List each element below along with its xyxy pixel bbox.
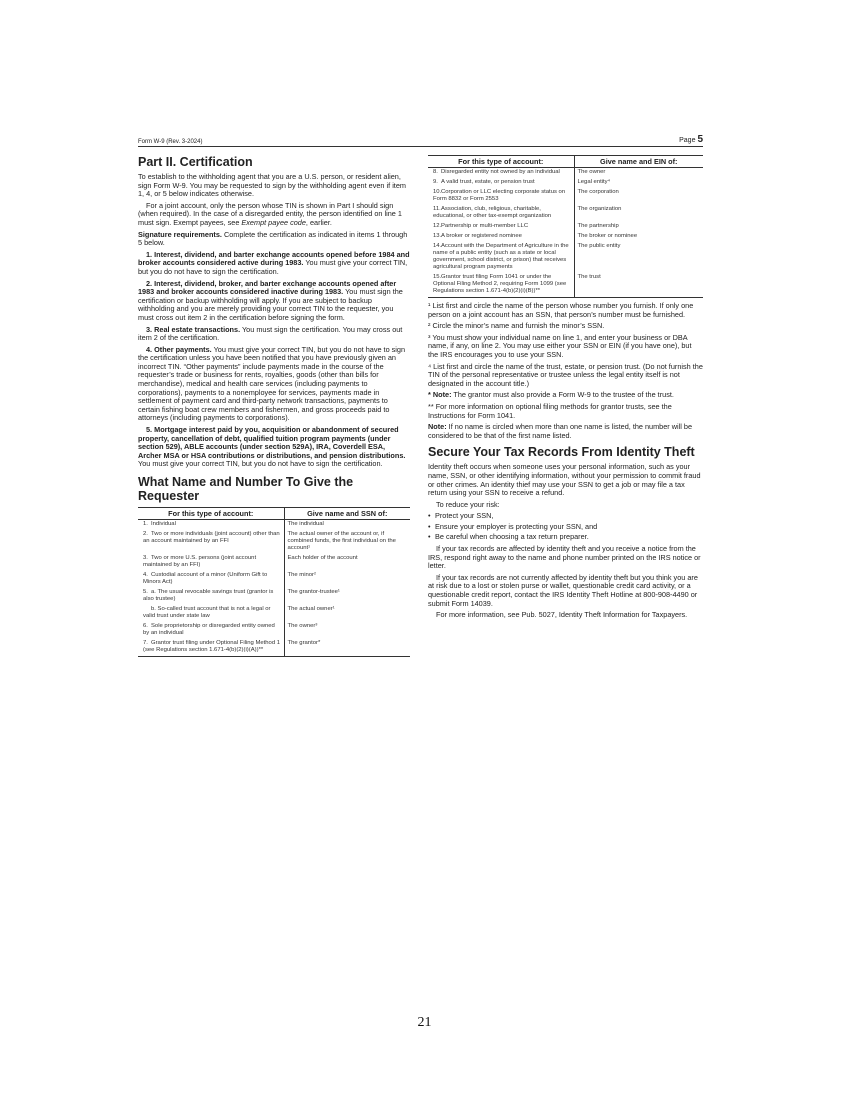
row-number: 8. (433, 169, 438, 175)
identity-theft-title: Secure Your Tax Records From Identity Theft (428, 445, 695, 460)
ein-col-give: Give name and EIN of: (574, 156, 703, 168)
account-type-text: Grantor trust filing under Optional Filing Method 1 (see Regulations section 1.671-4(b)(2)(i)(A))** (143, 640, 281, 653)
footnote-1: ¹ List first and circle the name of the person whose number you furnish. If only one person on a joint account has an SSN, that person’s number must be furnished. (428, 301, 694, 319)
item-3-heading: 3. Real estate transactions. (146, 324, 241, 334)
account-type-cell (428, 188, 574, 205)
table-row (138, 622, 410, 639)
table-row (428, 178, 703, 188)
page-indicator (679, 134, 703, 145)
give-name-cell: The broker or nominee (577, 233, 638, 239)
give-name-cell: The individual (287, 521, 324, 527)
row-number: 1. (143, 521, 148, 527)
account-type-text: Account with the Department of Agriculture in the name of a public entity (such as a state or local government, school district, or prison) that receives agricultural program payments (433, 243, 569, 270)
row-number: 10. (433, 189, 442, 195)
part2-title: Part II. Certification (138, 155, 253, 169)
item-1-heading: 1. Interest, dividend, and barter exchange accounts opened before 1984 and broker accounts considered active during 1983. (138, 249, 410, 268)
account-type-cell (138, 571, 284, 588)
give-name-cell: The actual owner of the account or, if combined funds, the first individual on the account¹ (287, 531, 396, 551)
item-2 (138, 280, 410, 323)
item-4 (138, 346, 410, 423)
table-row (428, 205, 703, 222)
account-type-cell (138, 554, 284, 571)
item-1-text: You must give your correct TIN, but you do not have to sign the certification. (138, 258, 408, 276)
account-type-text: Individual (151, 521, 176, 527)
table-row (428, 232, 703, 242)
right-column (428, 155, 703, 623)
account-type-text: Association, club, religious, charitable, educational, or other tax-exempt organization (433, 206, 552, 219)
row-number: 14. (433, 243, 442, 249)
give-name-cell: The minor² (287, 572, 316, 578)
risk-list (428, 512, 703, 542)
identity-p5: For more information, see Pub. 5027, Identity Theft Information for Taxpayers. (436, 610, 688, 620)
item-2-heading: 2. Interest, dividend, broker, and barter exchange accounts opened after 1983 and broker accounts considered inactive during 1983. (138, 278, 397, 297)
table-row (138, 530, 410, 554)
ssn-col-give: Give name and SSN of: (284, 508, 410, 520)
row-number: 15. (433, 274, 442, 280)
account-type-cell (428, 232, 574, 242)
page-label: Page (679, 137, 696, 144)
note-paragraph (428, 423, 703, 440)
table-row (138, 605, 410, 622)
account-type-text: Sole proprietorship or disregarded entity owned by an individual (143, 623, 275, 636)
give-name-cell: The corporation (577, 189, 619, 195)
footnote-double-star: ** For more information on optional filing methods for grantor trusts, see the Instructions for Form 1041. (428, 401, 672, 420)
note-text: If no name is circled when more than one name is listed, the number will be considered to be that of the first name listed. (428, 422, 693, 440)
row-number: 3. (143, 555, 148, 561)
exempt-payee-code-ref: Exempt payee code (241, 217, 306, 227)
table-row (138, 588, 410, 605)
row-number: 7. (143, 640, 148, 646)
account-type-cell (428, 178, 574, 188)
give-name-cell: The grantor* (287, 640, 321, 646)
give-name-cell: The partnership (577, 223, 619, 229)
footnote-star-note (428, 391, 703, 400)
account-type-cell (138, 588, 284, 605)
account-type-text: Grantor trust filing Form 1041 or under the Optional Filing Method 2, requiring Form 1099 (see Regulations section 1.671-4(b)(2)(i)(B))** (433, 274, 567, 294)
row-number: 6. (143, 623, 148, 629)
account-type-cell (138, 622, 284, 639)
row-number: 5. (143, 589, 148, 595)
row-number: 12. (433, 223, 442, 229)
footnote-4: ⁴ List first and circle the name of the trust, estate, or pension trust. (Do not furnish the TIN of the personal representative or trustee unless the legal entity itself is not designated in the account title.) (428, 361, 703, 388)
give-name-cell: The actual owner¹ (287, 606, 335, 612)
account-type-cell (138, 530, 284, 554)
give-name-cell: The organization (577, 206, 622, 212)
joint-text-1: For a joint account, only the person whose TIN is shown in Part I should sign (when required). In the case of a disregarded entity, the person identified on line 1 must sign. Exempt payees, see (138, 200, 402, 227)
page-number: 21 (417, 1015, 432, 1030)
account-type-text: b. So-called trust account that is not a legal or valid trust under state law (143, 606, 271, 619)
sig-text: Complete the certification as indicated in items 1 through 5 below. (138, 229, 408, 248)
give-name-cell: The owner (577, 169, 606, 175)
account-type-text: a. The usual revocable savings trust (grantor is also trustee) (143, 589, 274, 602)
identity-p4: If your tax records are not currently affected by identity theft but you think you are at risk due to a lost or stolen purse or wallet, questionable credit card activity, or a questionable credit report, contact the IRS Identity Theft Hotline at 800-908-4490 or submit Form 14039. (428, 572, 698, 608)
account-type-cell (138, 520, 284, 531)
account-type-cell (428, 273, 574, 298)
list-item: • Be careful when choosing a tax return preparer. (428, 533, 703, 542)
table-row (428, 273, 703, 298)
item-5-heading: 5. Mortgage interest paid by you, acquisition or abandonment of secured property, cancellation of debt, qualified tuition program payments (under section 529), ABLE accounts (under section 529A), IRA, Coverdell ESA, Archer MSA or HSA contributions or distributions, and pension distributions. (138, 425, 406, 460)
note-label: Note: (428, 422, 447, 432)
ein-col-account: For this type of account: (428, 156, 574, 168)
ssn-col-account: For this type of account: (138, 508, 284, 520)
item-5 (138, 426, 410, 469)
give-name-cell: Legal entity⁴ (577, 179, 611, 185)
table-row (138, 571, 410, 588)
account-type-cell (428, 242, 574, 273)
list-item: • Ensure your employer is protecting your SSN, and (428, 523, 703, 532)
ssn-table (138, 507, 410, 657)
sig-heading: Signature requirements. (138, 229, 222, 239)
identity-p3: If your tax records are affected by identity theft and you receive a notice from the IRS, respond right away to the name and phone number printed on the IRS notice or letter. (428, 544, 701, 571)
item-2-text: You must sign the certification or backup withholding will apply. If you are subject to backup withholding and you are merely providing your correct TIN to the requester, you must cross out item 2 in the certification before signing the form. (138, 287, 403, 322)
give-name-cell: The trust (577, 274, 601, 280)
account-type-text: Disregarded entity not owned by an individual (441, 169, 560, 175)
footnote-3: ³ You must show your individual name on line 1, and enter your business or DBA name, if any, on line 2. You may use either your SSN or EIN (if you have one), but the IRS encourages you to use your SSN. (428, 332, 692, 359)
give-name-cell: Each holder of the account (287, 555, 358, 561)
table-row (428, 242, 703, 273)
item-1 (138, 251, 410, 277)
give-name-cell: The grantor-trustee¹ (287, 589, 340, 595)
item-3 (138, 326, 410, 343)
item-4-heading: 4. Other payments. (146, 344, 212, 354)
page-number-bold: 5 (697, 134, 703, 145)
account-type-text: Partnership or multi-member LLC (441, 223, 529, 229)
table-row (138, 639, 410, 657)
table-row (428, 168, 703, 179)
row-number: 9. (433, 179, 438, 185)
star-note-label: * Note: (428, 390, 452, 400)
form-page (138, 131, 703, 653)
table-row (428, 222, 703, 232)
row-number: 2. (143, 531, 148, 537)
give-name-cell: The public entity (577, 243, 621, 249)
signature-requirements (138, 231, 410, 248)
account-type-cell (428, 168, 574, 179)
ein-table (428, 155, 703, 298)
joint-text-2: , earlier. (305, 217, 332, 227)
left-column (138, 155, 410, 657)
requester-title: What Name and Number To Give the Requester (138, 475, 354, 503)
row-number: 4. (143, 572, 148, 578)
give-name-cell: The owner³ (287, 623, 318, 629)
row-number: 11. (433, 206, 441, 212)
star-note-text: The grantor must also provide a Form W-9 to the trustee of the trust. (451, 390, 674, 400)
account-type-cell (138, 639, 284, 657)
joint-account-paragraph (138, 202, 410, 228)
page-header (138, 131, 703, 147)
account-type-text: Custodial account of a minor (Uniform Gift to Minors Act) (143, 572, 268, 585)
identity-p1: Identity theft occurs when someone uses your personal information, such as your name, SSN, or other identifying information, without your permission to commit fraud or other crimes. An identity thief may use your SSN to get a job or may file a tax return using your SSN to receive a refund. (428, 462, 701, 498)
identity-p2: To reduce your risk: (436, 499, 500, 509)
account-type-text: A valid trust, estate, or pension trust (441, 179, 535, 185)
account-type-text: Two or more U.S. persons (joint account maintained by an FFI) (143, 555, 257, 568)
row-number: 13. (433, 233, 442, 239)
item-4-text: You must give your correct TIN, but you do not have to sign the certification unless you have been notified that you have previously given an incorrect TIN. “Other payments” include payments made in the course of the requester’s trade or business for rents, royalties, goods (other than bills for merchandise), medical and health care services (including payments to corporations), payments to a nonemployee for services, payments made in settlement of payment card and third-party network transactions, payments to certain fishing boat crew members and fishermen, and gross proceeds paid to attorneys (including payments to corporations). (138, 344, 406, 423)
table-row (428, 188, 703, 205)
form-id: Form W-9 (Rev. 3-2024) (138, 139, 203, 145)
account-type-cell (138, 605, 284, 622)
item-5-text: You must give your correct TIN, but you do not have to sign the certification. (138, 459, 383, 469)
account-type-text: Corporation or LLC electing corporate status on Form 8832 or Form 2553 (433, 189, 566, 202)
account-type-text: A broker or registered nominee (441, 233, 522, 239)
account-type-cell (428, 222, 574, 232)
footnote-2: ² Circle the minor’s name and furnish the minor’s SSN. (428, 321, 605, 331)
part2-intro: To establish to the withholding agent that you are a U.S. person, or resident alien, sign Form W-9. You may be requested to sign by the withholding agent even if item 1, 4, or 5 below indicates otherwise. (138, 172, 406, 199)
table-row (138, 520, 410, 531)
table-row (138, 554, 410, 571)
account-type-cell (428, 205, 574, 222)
item-3-text: You must sign the certification. You may cross out item 2 of the certification. (138, 324, 403, 343)
account-type-text: Two or more individuals (joint account) other than an account maintained by an FFI (143, 531, 280, 544)
list-item: • Protect your SSN, (428, 512, 703, 521)
